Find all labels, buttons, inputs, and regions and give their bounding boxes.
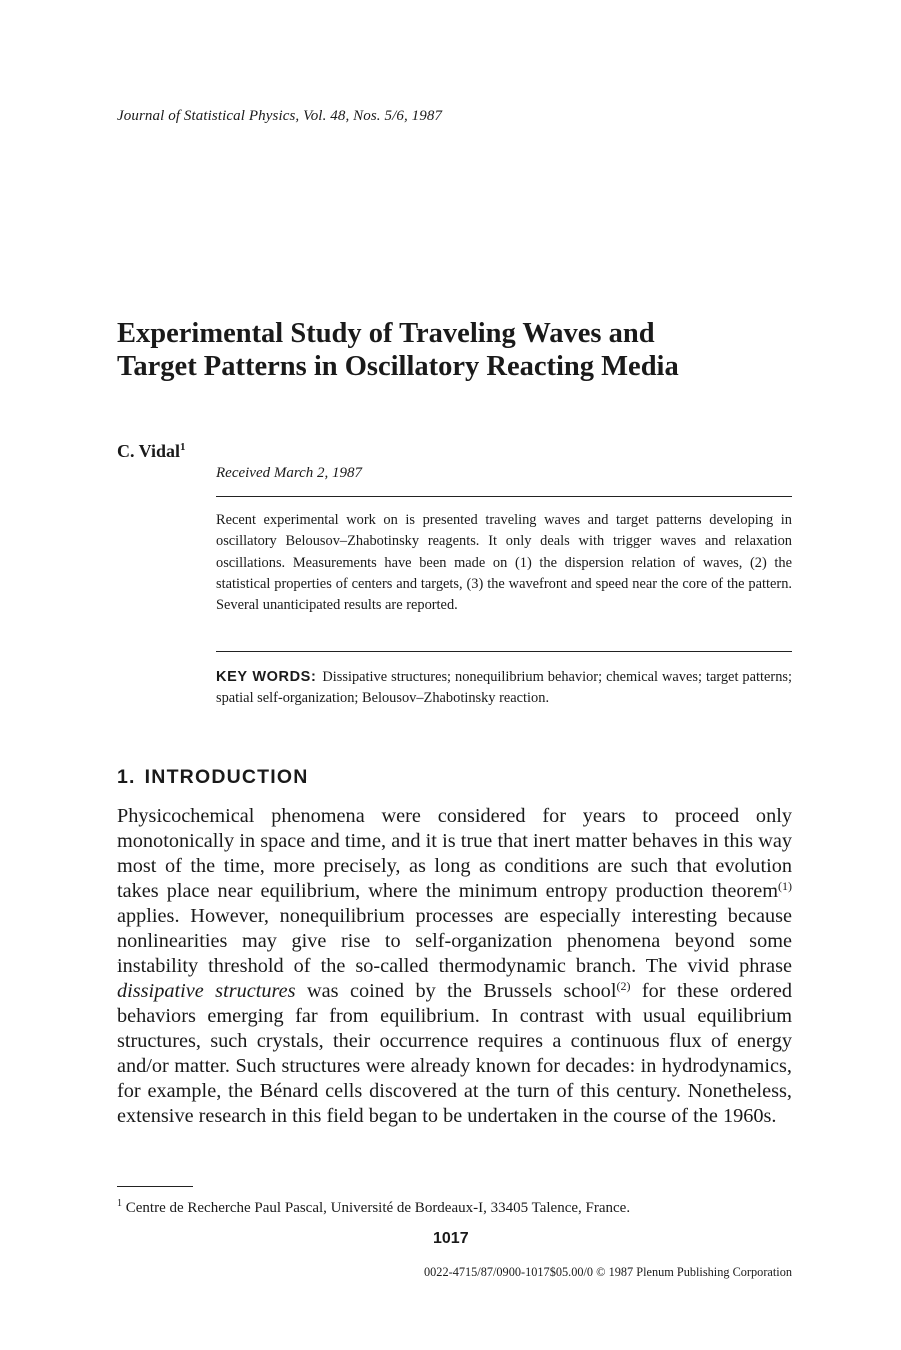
page-number: 1017: [433, 1230, 469, 1247]
journal-citation: Journal of Statistical Physics, Vol. 48, Nos. 5/6, 1987: [117, 108, 443, 124]
keywords-label: KEY WORDS:: [216, 669, 317, 685]
intro-text-3: was coined by the Brussels school: [295, 980, 617, 1002]
author-name: C. Vidal: [117, 441, 181, 461]
paper-title: [117, 317, 817, 383]
reference-mark-1: (1): [778, 879, 792, 893]
author: [117, 441, 186, 462]
abstract: Recent experimental work on is presented traveling waves and target patterns developing in oscillatory Belousov–Zhabotinsky reagents. It only deals with trigger waves and relaxation oscillations. Measurements have been made on (1) the dispersion relation of waves, (2) the statistical properties of centers and targets, (3) the wavefront and speed near the core of the pattern. Several unanticipated results are reported.: [216, 512, 792, 614]
abstract-top-rule: [216, 496, 792, 497]
reference-mark-2: (2): [616, 979, 631, 993]
footnote-rule: [117, 1186, 193, 1187]
received-date: Received March 2, 1987: [216, 465, 363, 481]
abstract-bottom-rule: [216, 651, 792, 652]
section-number: 1.: [117, 766, 136, 788]
intro-emphasis: dissipative structures: [117, 980, 296, 1002]
intro-text-1: Physicochemical phenomena were considered for years to proceed only monotonically in space and time, and it is true that inert matter behaves in this way most of the time, more precisely, as long as conditions are such that evolution takes place near equilibrium, where the minimum entropy production theorem: [117, 805, 792, 902]
intro-text-2: applies. However, nonequilibrium processes are especially interesting because nonlinearities may give rise to self-organization phenomena beyond some instability threshold of the so-called thermodynamic branch. The vivid phrase: [117, 905, 792, 977]
copyright-line: 0022-4715/87/0900-1017$05.00/0 © 1987 Plenum Publishing Corporation: [424, 1265, 792, 1279]
section-title: INTRODUCTION: [144, 766, 309, 788]
section-heading: [117, 766, 309, 789]
keywords: [216, 667, 792, 710]
intro-paragraph: [117, 804, 792, 1129]
keywords-text: Dissipative structures; nonequilibrium behavior; chemical waves; target patterns; spatial self-organization; Belousov–Zhabotinsky reaction.: [216, 669, 792, 707]
title-line-1: Experimental Study of Traveling Waves and: [117, 318, 655, 349]
title-line-2: Target Patterns in Oscillatory Reacting Media: [117, 351, 679, 382]
footnote-text: Centre de Recherche Paul Pascal, Université de Bordeaux-I, 33405 Talence, France.: [125, 1200, 631, 1216]
intro-text-4: for these ordered behaviors emerging far from equilibrium. In contrast with usual equilibrium structures, such crystals, their occurrence requires a continuous flux of energy and/or matter. Such structures were already known for decades: in hydrodynamics, for example, the Bénard cells discovered at the turn of this century. Nonetheless, extensive research in this field began to be undertaken in the course of the 1960s.: [117, 980, 792, 1127]
footnote-mark: 1: [117, 1198, 122, 1209]
author-affiliation-mark: 1: [180, 441, 186, 453]
footnote: [117, 1198, 630, 1217]
